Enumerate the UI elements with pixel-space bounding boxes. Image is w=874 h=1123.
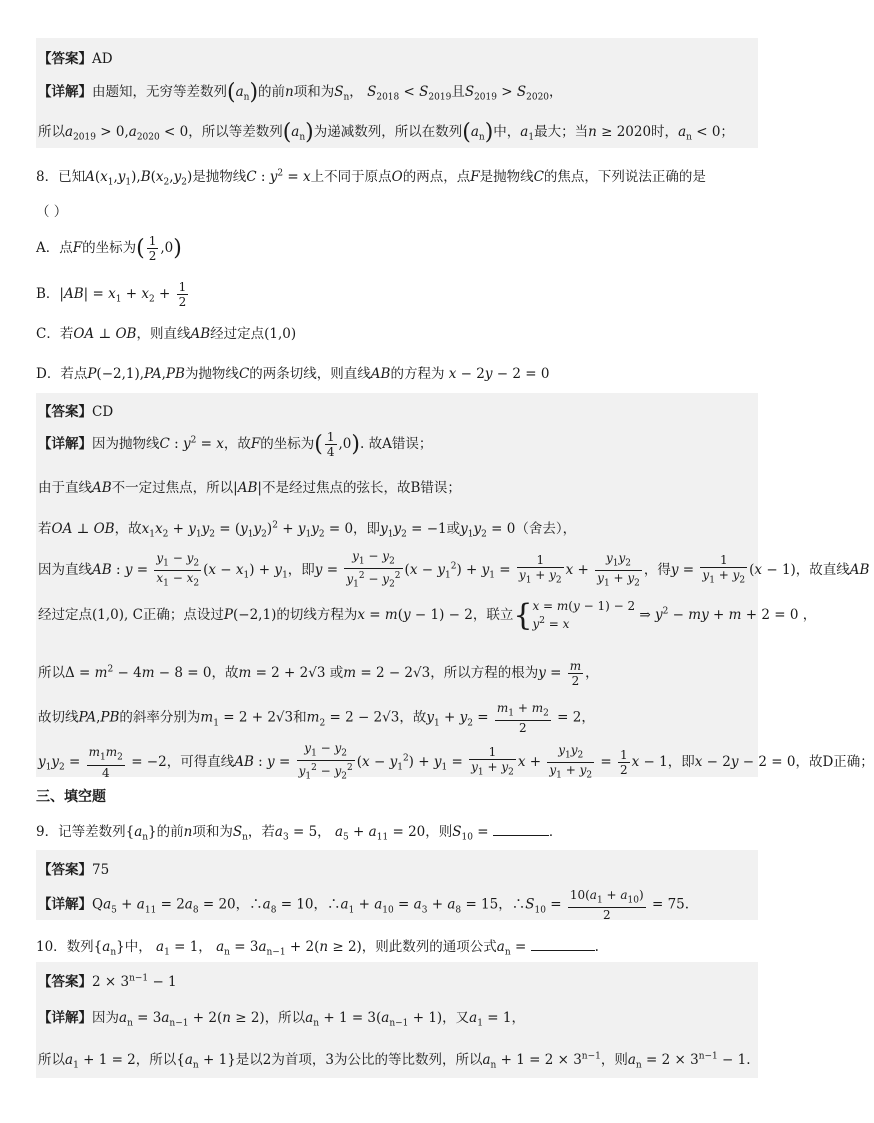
q10-number: 10． (36, 939, 67, 955)
q8-answer-value: CD (92, 404, 114, 420)
answer-label: 【答案】 (38, 51, 92, 67)
section-heading: 三、填空题 (36, 789, 106, 805)
q8-answer-line (38, 400, 113, 420)
q7-detail-line-1: 【详解】由题知，无穷等差数列$(a_n)$的前n项和为$S_n$， $S_{2018} < S_{2019}$且$S_{2019} > S_{2020}$， (38, 80, 563, 105)
q9-answer-value: 75 (92, 862, 110, 878)
answer-label: 【答案】 (38, 974, 92, 990)
q10-answer-blank[interactable] (531, 938, 595, 951)
q10-stem: 10．数列$\{a_n\}$中， $a_1 = 1$， $a_n = 3a_{n-1} + 2(n \ge 2)$，则此数列的通项公式$a_n$ = . (36, 939, 599, 958)
q8-detail-line-5: 经过定点(1,0), C正确；点设过P(−2,1)的切线方程为x = m(y − 1) − 2，联立{ x = m(y − 1) − 2 $y^2 = x$ ⇒ $y^2$ − my + m + 2 = 0 ， (38, 597, 817, 633)
q9-answer-blank[interactable] (493, 823, 549, 836)
q9-result: 75. (667, 896, 690, 913)
q8-option-d: D．若点P(−2,1),PA,PB为抛物线C的两条切线，则直线AB的方程为 x − 2y − 2 = 0 (36, 366, 550, 382)
q10-detail-line-2: 所以$a_1 + 1 = 2$，所以$\{a_n + 1\}$是以2为首项，3为公比的等比数列，所以$a_n + 1 = 2 \times 3^{n-1}$，则$a_n = 2 \times 3^{n-1} - 1$. (38, 1051, 751, 1071)
q7-answer-line (38, 47, 113, 67)
detail-label: 【详解】 (38, 84, 92, 100)
q8-number: 8． (36, 169, 59, 185)
q8-detail-line-3: 若OA ⊥ OB，故$x_1x_2 + y_1y_2 = (y_1y_2)^2 + y_1y_2 = 0$，即$y_1y_2 = -1$或$y_1y_2 = 0$（舍去）， (38, 520, 577, 540)
q10-detail-line-1: 【详解】因为$a_n = 3a_{n-1} + 2(n \ge 2)$，所以$a_n + 1 = 3(a_{n-1} + 1)$，又$a_1 = 1$， (38, 1010, 525, 1029)
q8-bracket: （ ） (36, 204, 68, 220)
q8-answer-block (36, 393, 874, 782)
answer-label: 【答案】 (38, 404, 92, 420)
q9-answer-block (36, 850, 758, 923)
q8-detail-line-1: 【详解】因为抛物线C : $y^2 = x$，故F的坐标为( $\frac{1}{4}$ ,0). 故A错误； (38, 430, 433, 459)
q9-answer-line (38, 858, 109, 878)
q8-detail-line-6: 所以$\Delta = m^2 - 4m - 8 = 0$，故m = 2 + 2√3 或m = 2 − 2√3，所以方程的根为y = $\frac{m}{2}$ ， (38, 659, 599, 688)
q7-detail-line-2: 所以$a_{2019} > 0,a_{2020} < 0$，所以等差数列$(a_n)$为递减数列，所以在数列$(a_n)$中，$a_1$最大；当n ≥ 2020时，$a_n < 0$； (38, 120, 734, 145)
detail-label: 【详解】 (38, 436, 92, 452)
q8-option-b-letter: B． (36, 286, 60, 302)
q8-detail-line-8: $y_1y_2$ = $\frac{m_1m_2}{4}$ = −2，可得直线AB : y = $\frac{y_1 - y_2}{y_1^2 - y_2^2}$ $(x - y_1^2) + y_1$ = $\frac{1}{y_1 + y_2}$ x + $\frac{y_1y_2}{y_1 + y_2}$ = $\frac{1}{2}$ x − 1，即x − 2y − 2 = 0，故D正确； (38, 741, 874, 782)
detail-label: 【详解】 (38, 1010, 92, 1026)
q8-option-b: B．$|AB| = x_1 + x_2$ + $\frac{1}{2}$ (36, 280, 187, 309)
q10-answer-line: 【答案】$2 \times 3^{n-1} - 1$ (38, 973, 177, 990)
q8-option-c-letter: C． (36, 326, 60, 342)
q9-stem: 9．记等差数列$\{a_n\}$的前n项和为$S_n$，若$a_3 = 5$， $a_5 + a_{11} = 20$，则$S_{10}$ = ． (36, 824, 563, 843)
q8-detail-line-4: 因为直线AB : y = $\frac{y_1 - y_2}{x_1 - x_2}$ $(x - x_1) + y_1$，即y = $\frac{y_1 - y_2}{y_1^2 - y_2^2}$ $(x - y_1^2) + y_1$ = $\frac{1}{y_1 + y_2}$ x + $\frac{y_1y_2}{y_1 + y_2}$ ，得y = $\frac{1}{y_1 + y_2}$ (x − 1)，故直线AB (38, 549, 870, 590)
q8-option-d-letter: D． (36, 366, 61, 382)
q8-detail-line-2: 由于直线AB不一定过焦点，所以|AB|不是经过焦点的弦长，故B错误； (38, 480, 461, 496)
q10-answer-block (36, 962, 758, 1078)
q8-option-a: A．点F的坐标为( $\frac{1}{2}$ ,0) (36, 234, 182, 263)
q8-option-a-letter: A． (36, 240, 60, 256)
answer-label: 【答案】 (38, 862, 92, 878)
q9-detail-line-1: 【详解】$Qa_5 + a_{11} = 2a_8 = 20$，$\therefore a_8 = 10$，$\therefore a_1 + a_{10} = a_3 + a_8 = 15$，$\therefore S_{10}$ = $\frac{10(a_1 + a_{10})}{2}$ = 75. (38, 888, 690, 923)
q8-option-c: C．若OA ⊥ OB，则直线AB经过定点(1,0) (36, 326, 297, 342)
q8-stem: 8．已知$A(x_1,y_1),B(x_2,y_2)$是抛物线C : $y^2 = x$上不同于原点O的两点，点F是抛物线C的焦点，下列说法正确的是 (36, 168, 706, 188)
q8-detail-line-7: 故切线PA,PB的斜率分别为$m_1 = 2 + 2√3$和$m_2 = 2 - 2√3$，故$y_1 + y_2$ = $\frac{m_1 + m_2}{2}$ = 2， (38, 701, 595, 736)
q9-number: 9． (36, 824, 59, 840)
q7-answer-value: AD (92, 51, 113, 67)
detail-label: 【详解】 (38, 896, 92, 913)
q7-answer-block (36, 38, 758, 148)
